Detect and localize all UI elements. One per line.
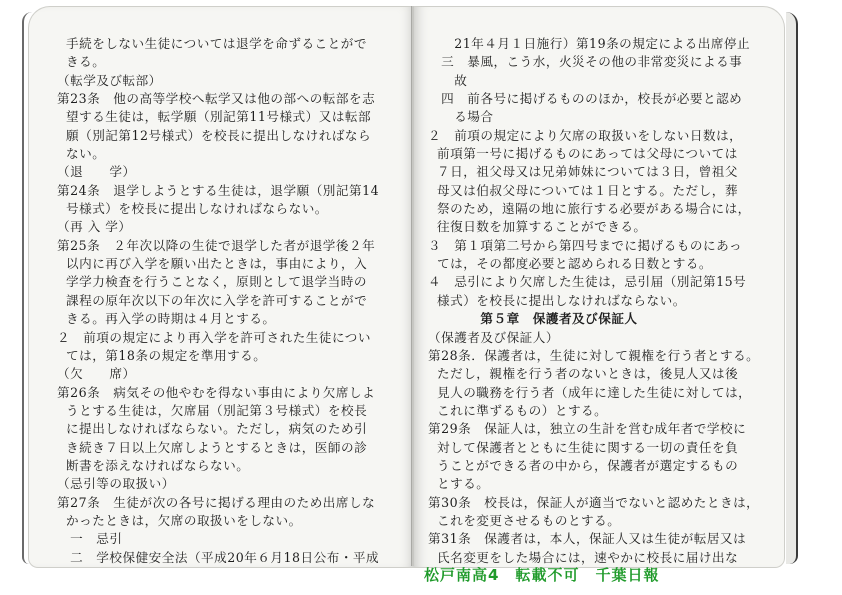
- text-line: ７日，祖父母又は兄弟姉妹については３日，曾祖父: [428, 164, 738, 180]
- text-line: きる。再入学の時期は４月とする。: [57, 311, 276, 327]
- text-line: 第５章 保護者及び保証人: [428, 311, 638, 327]
- text-line: ない。: [57, 146, 106, 162]
- text-line: 故: [428, 72, 468, 88]
- text-line: 第27条 生徒が次の各号に掲げる理由のため出席しな: [57, 494, 376, 510]
- text-line: 母又は伯叔父母については１日とする。ただし，葬: [428, 182, 738, 198]
- text-line: ただし，親権を行う者のないときは，後見人又は後: [428, 366, 739, 382]
- text-line: （転学及び転部）: [57, 72, 162, 88]
- text-line: （退 学）: [57, 164, 136, 180]
- text-line: 四 前各号に掲げるもののほか，校長が必要と認め: [428, 91, 743, 107]
- text-line: 対して保護者とともに生徒に関する一切の責任を負: [428, 439, 739, 455]
- text-line: 前項第一号に掲げるものにあっては父母については: [428, 146, 738, 162]
- text-line: 様式）を校長に提出しなければならない。: [428, 292, 686, 308]
- text-line: 三 暴風，こう水，火災その他の非常変災による事: [428, 54, 743, 70]
- text-line: ては，その都度必要と認められる日数とする。: [428, 256, 712, 272]
- text-line: 21年４月１日施行）第19条の規定による出席停止: [428, 36, 751, 51]
- text-line: 第26条 病気その他やむを得ない事由により欠席しよ: [57, 384, 376, 400]
- text-line: 第28条．保護者は，生徒に対して親権を行う者とする。: [428, 347, 760, 363]
- text-line: きる。: [57, 54, 106, 70]
- text-line: とする。: [428, 476, 490, 492]
- text-line: 第29条 保証人は，独立の生計を営む成年者で学校に: [428, 421, 747, 437]
- text-line: 祭のため，遠隔の地に旅行する必要がある場合には，: [428, 201, 751, 217]
- text-line: 氏名変更をした場合には，速やかに校長に届け出な: [428, 549, 739, 565]
- text-line: 手続をしない生徒については退学を命ずることがで: [57, 36, 367, 51]
- text-line: き続き７日以上欠席しようとするときは，医師の診: [57, 439, 368, 455]
- text-line: る場合: [428, 109, 494, 125]
- right-page-text: [428, 35, 759, 567]
- text-line: 第25条 ２年次以降の生徒で退学した者が退学後２年: [57, 237, 376, 253]
- text-line: 第23条 他の高等学校へ転学又は他の部への転部を志: [57, 91, 376, 107]
- text-line: に提出しなければならない。ただし，病気のため引: [57, 421, 368, 437]
- text-line: これに準ずるもの）とする。: [428, 402, 608, 418]
- text-line: （保護者及び保証人）: [428, 329, 559, 345]
- text-line: 一 忌引: [57, 531, 123, 547]
- book-right-edge: [786, 12, 798, 564]
- left-page-text: [57, 35, 379, 567]
- text-line: 課程の原年次以下の年次に入学を許可することがで: [57, 292, 368, 308]
- right-page: [414, 6, 785, 568]
- left-page: [28, 6, 414, 568]
- text-line: かったときは，欠席の取扱いをしない。: [57, 512, 302, 528]
- text-line: ては，第18条の規定を準用する。: [57, 347, 267, 363]
- text-line: 第30条 校長は，保証人が適当でないと認めたときは，: [428, 494, 760, 510]
- text-line: （忌引等の取扱い）: [57, 476, 175, 492]
- text-line: 見人の職務を行う者（成年に達した生徒に対しては，: [428, 384, 752, 400]
- watermark-footer: 松戸南高4 転載不可 千葉日報: [424, 566, 660, 584]
- text-line: （再 入 学）: [57, 219, 132, 235]
- text-line: ４ 忌引により欠席した生徒は，忌引届（別記第15号: [428, 274, 747, 290]
- text-line: 号様式）を校長に提出しなければならない。: [57, 201, 328, 217]
- text-line: 望する生徒は，転学願（別記第11号様式）又は転部: [57, 109, 372, 125]
- text-line: 往復日数を加算することができる。: [428, 219, 647, 235]
- text-line: ２ 前項の規定により再入学を許可された生徒につい: [57, 329, 371, 345]
- text-line: ３ 第１項第二号から第四号までに掲げるものにあっ: [428, 237, 743, 253]
- text-line: 断書を添えなければならない。: [57, 457, 250, 473]
- text-line: うことができる者の中から，保護者が選定するもの: [428, 457, 739, 473]
- text-line: 二 学校保健安全法（平成20年６月18日公布・平成: [57, 549, 380, 565]
- text-line: 願（別記第12号様式）を校長に提出しなければなら: [57, 127, 372, 143]
- text-line: 以内に再び入学を願い出たときは，事由により，入: [57, 256, 368, 272]
- text-line: うとする生徒は，欠席届（別記第３号様式）を校長: [57, 402, 368, 418]
- text-line: 第31条 保護者は，本人，保証人又は生徒が転居又は: [428, 531, 747, 547]
- text-line: （欠 席）: [57, 366, 136, 382]
- open-book: [22, 6, 792, 568]
- text-line: 学学力検査を行うことなく，原則として退学当時の: [57, 274, 367, 290]
- text-line: ２ 前項の規定により欠席の取扱いをしない日数は，: [428, 127, 743, 143]
- text-line: 第24条 退学しようとする生徒は，退学願（別記第14: [57, 182, 380, 198]
- text-line: これを変更させるものとする。: [428, 512, 621, 528]
